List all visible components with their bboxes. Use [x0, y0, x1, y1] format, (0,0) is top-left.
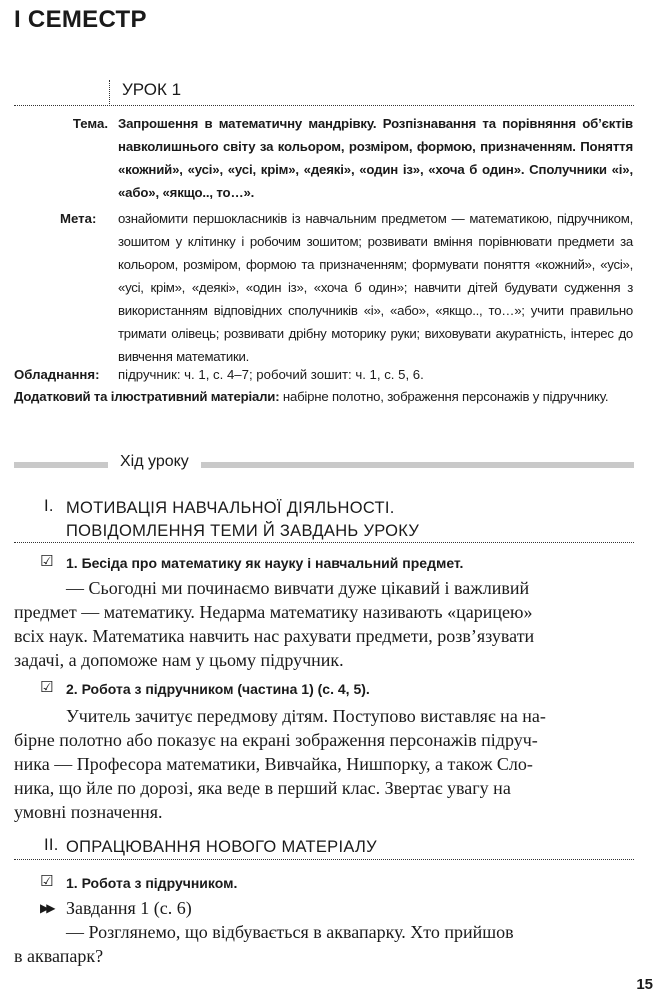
extra-label: Додатковий та ілюстративний матеріали:: [14, 389, 280, 404]
page-number: 15: [636, 976, 653, 993]
course-divider: [14, 462, 634, 468]
equipment-label: Обладнання:: [14, 367, 100, 382]
tema-label: Тема.: [72, 116, 108, 131]
paragraph-line: умовні позначення.: [14, 802, 163, 822]
double-arrow-icon: ▶▶: [40, 901, 53, 915]
semester-title: І СЕМЕСТР: [14, 6, 147, 33]
item-2-title: 2. Робота з підручником (частина 1) (с. 4, 5).: [66, 681, 370, 697]
lesson-divider: [109, 80, 110, 106]
item-1-paragraph: [14, 576, 634, 672]
lesson-header: [14, 80, 634, 106]
section-2-title: ОПРАЦЮВАННЯ НОВОГО МАТЕРІАЛУ: [66, 838, 377, 856]
paragraph-line: в аквапарк?: [14, 946, 104, 966]
course-label: Хід уроку: [108, 452, 201, 472]
meta-text: ознайомити першокласників із навчальним предметом — математикою, підручником, зошитом у клітинку і робочим зошитом; розвивати вміння порівнювати предмети за кольором, розміром, формою та призначенням; формувати поняття «кожний», «усі», «усі, крім», «деякі», «один із», «хоча б один»; навчити дітей будувати судження з використанням відповідних сполучників «і», «або», «якщо.., то…»; учити правильно тримати олівець; розвивати дрібну моторику руки; виховувати акуратність, інтерес до вивчення математики.: [118, 211, 633, 364]
paragraph-line: задачі, а допоможе нам у цьому підручник.: [14, 650, 344, 670]
extra-text: набірне полотно, зображення персонажів у підручнику.: [282, 389, 609, 404]
paragraph-line: ника — Професора математики, Вивчайка, Нишпорку, а також Сло-: [14, 754, 533, 774]
paragraph-line: бірне полотно або показує на екрані зображення персонажів підруч-: [14, 730, 538, 750]
item-3-title: 1. Робота з підручником.: [66, 875, 238, 891]
paragraph-line: ника, що йле по дорозі, яка веде в перший клас. Звертає увагу на: [14, 778, 511, 798]
item-2-paragraph: [14, 704, 634, 824]
section-1-number: I.: [44, 497, 54, 515]
item-1-title: 1. Бесіда про математику як науку і навчальний предмет.: [66, 555, 464, 571]
checkbox-icon: ☑: [40, 873, 54, 890]
paragraph-line: всіх наук. Математика навчить нас рахувати предмети, розв’язувати: [14, 626, 535, 646]
paragraph-line: предмет — математику. Недарма математику називають «царицею»: [14, 602, 533, 622]
section-2-heading: [14, 836, 634, 860]
section-1-title: [66, 497, 419, 543]
meta-label: Мета:: [60, 211, 97, 226]
section-1-line-1: МОТИВАЦІЯ НАВЧАЛЬНОЇ ДІЯЛЬНОСТІ.: [66, 499, 395, 517]
extra-materials: [14, 385, 634, 408]
equipment-text: підручник: ч. 1, с. 4–7; робочий зошит: ч. 1, с. 5, 6.: [118, 367, 424, 382]
task-title: Завдання 1 (с. 6): [66, 898, 192, 918]
section-1-heading: [14, 497, 634, 543]
lesson-title: УРОК 1: [122, 80, 182, 99]
item-3-paragraph: [14, 920, 634, 968]
checkbox-icon: ☑: [40, 553, 54, 570]
checkbox-icon: ☑: [40, 679, 54, 696]
tema-text: Запрошення в математичну мандрівку. Розпізнавання та порівняння об’єктів навколишнього світу за кольором, розміром, формою, призначенням. Поняття «кожний», «усі», «усі, крім», «деякі», «один із», «хоча б один». Сполучники «і», «або», «якщо.., то…».: [118, 116, 633, 200]
paragraph-line: Учитель зачитує передмову дітям. Поступово виставляє на на-: [66, 706, 546, 726]
paragraph-line: — Розглянемо, що відбувається в аквапарку. Хто прийшов: [66, 922, 514, 942]
section-1-line-2: ПОВІДОМЛЕННЯ ТЕМИ Й ЗАВДАНЬ УРОКУ: [66, 522, 420, 540]
section-2-number: II.: [44, 836, 59, 854]
paragraph-line: — Сьогодні ми починаємо вивчати дуже цікавий і важливий: [66, 578, 530, 598]
